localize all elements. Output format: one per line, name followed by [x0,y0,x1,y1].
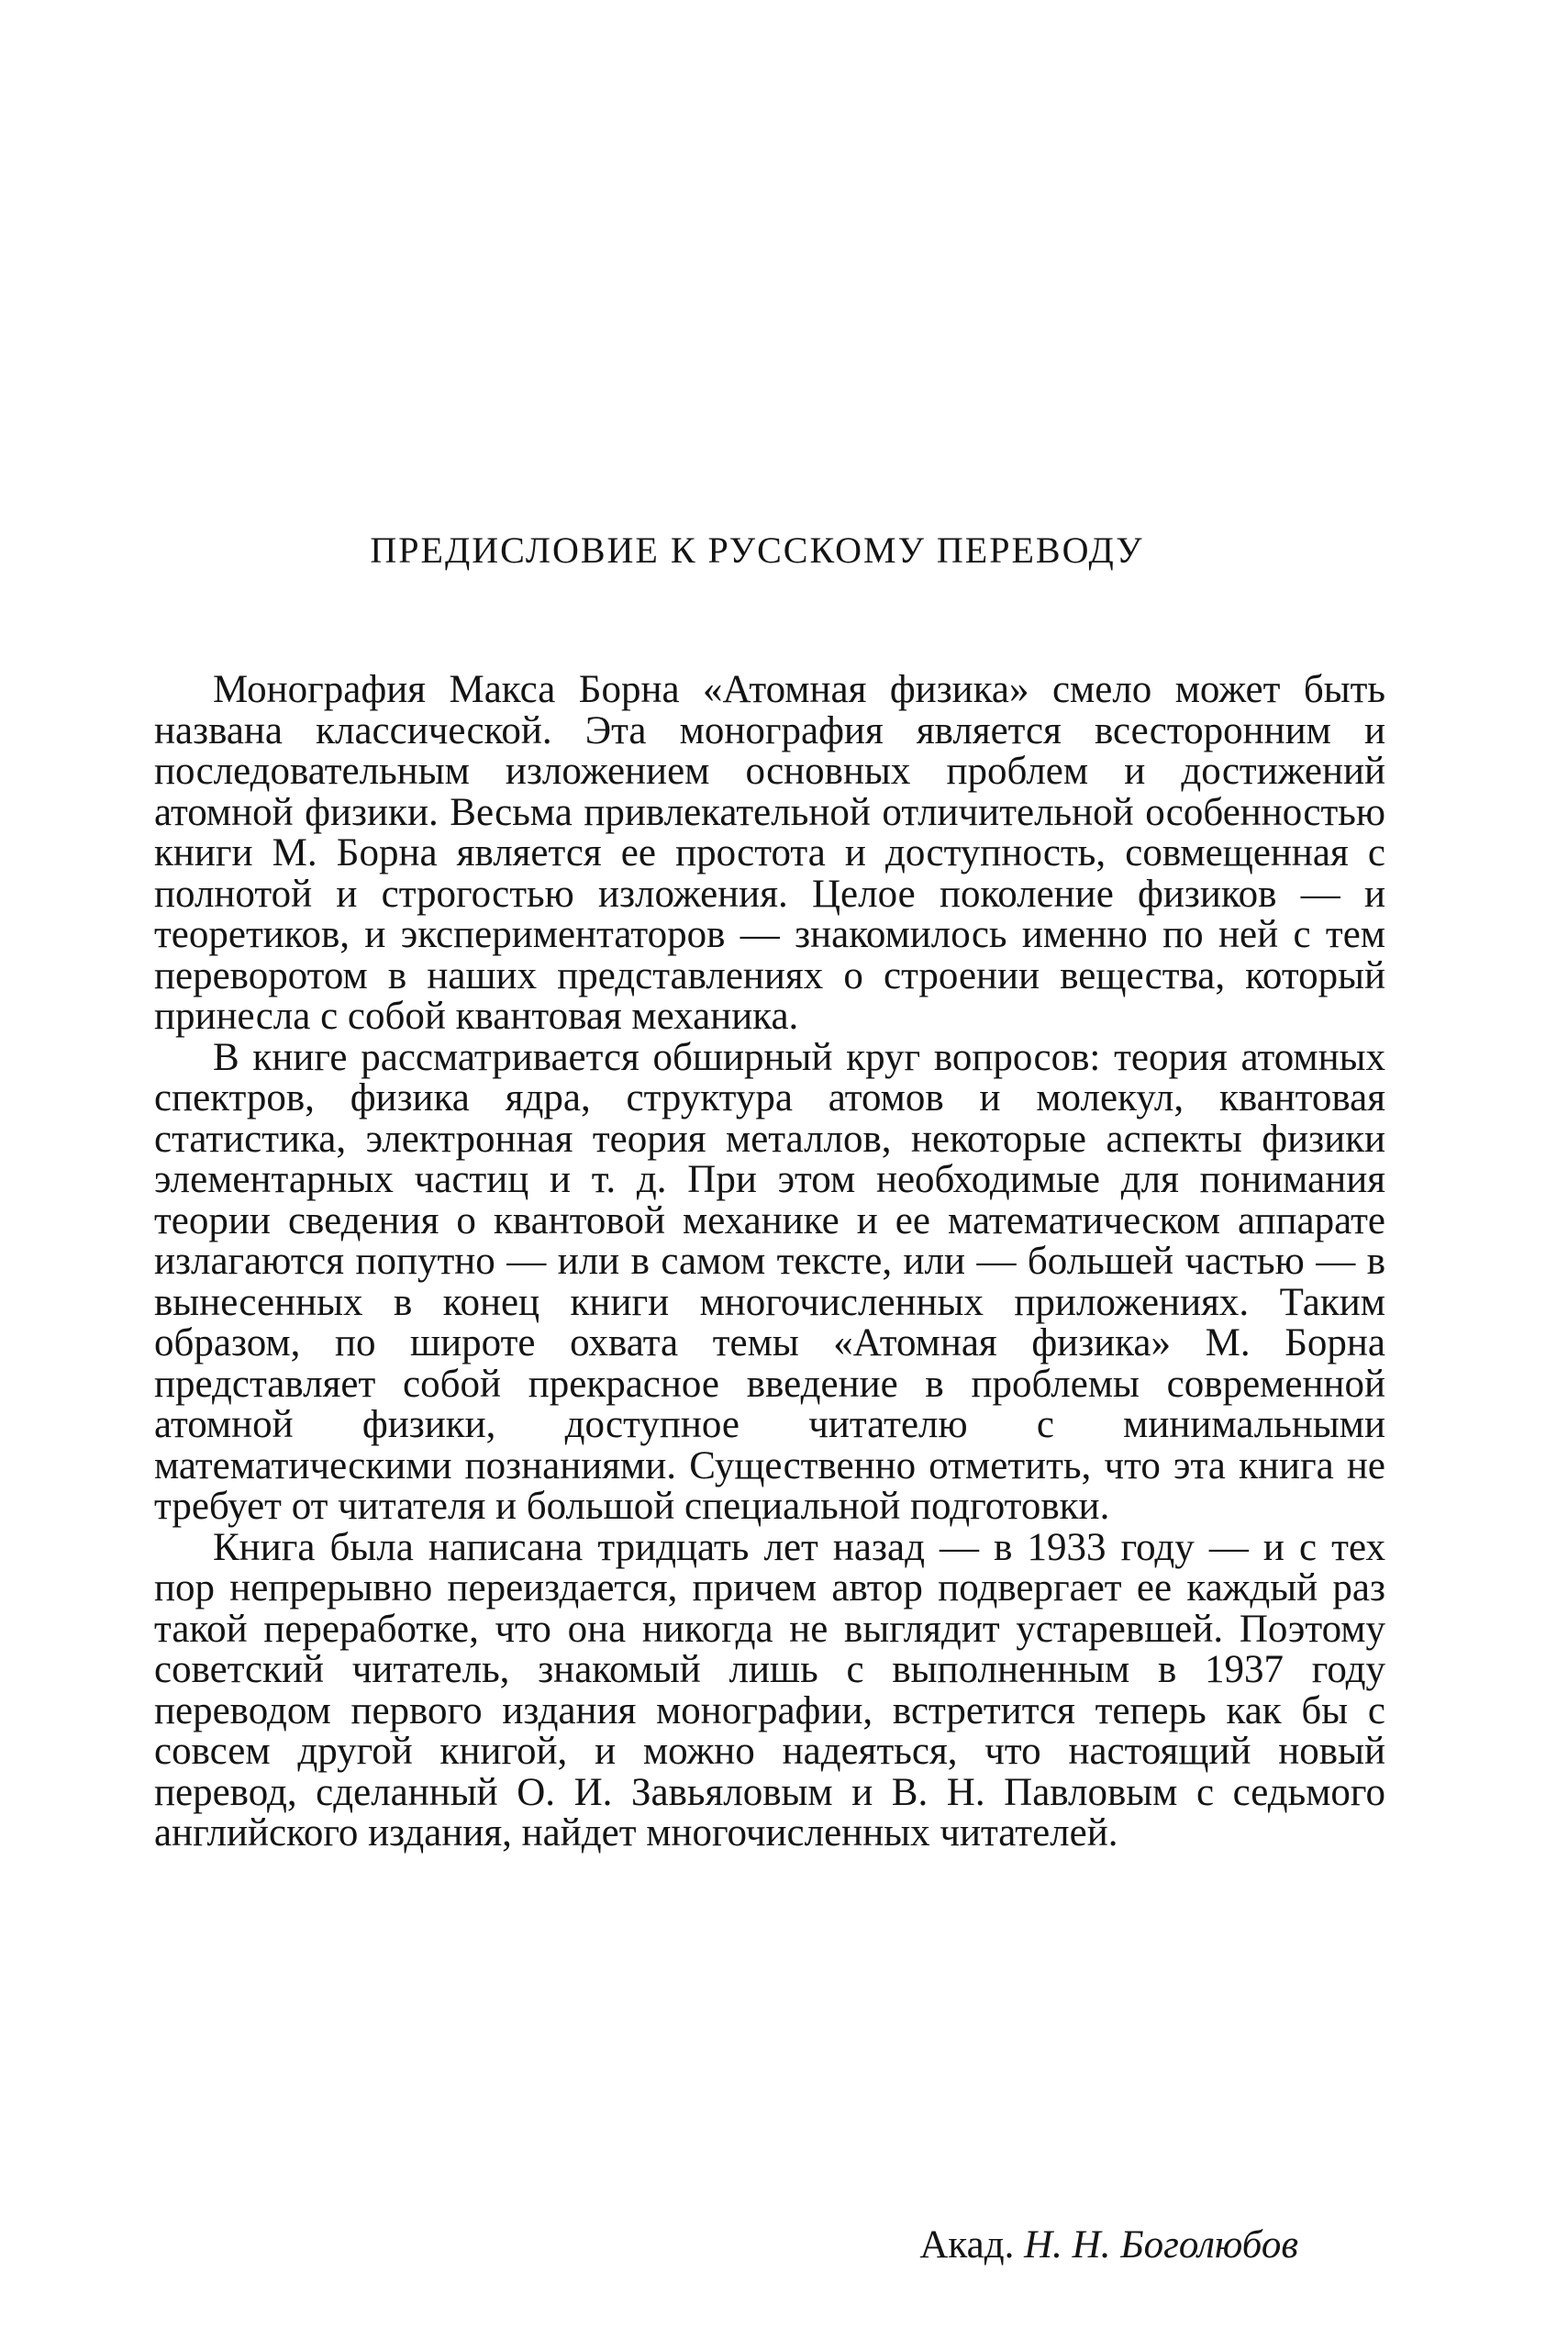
paragraph-2: В книге рассматривается обширный круг вопросов: теория атомных спектров, физика ядра, структура атомов и молекул, квантовая статистика, электронная теория металлов, некоторые аспекты физики элементарных частиц и т. д. При этом необходимые для понимания теории сведения о квантовой механике и ее математическом аппарате излагаются попутно — или в самом тексте, или — большей частью — в вынесенных в конец книги многочисленных приложениях. Таким образом, по широте охвата темы «Атомная физика» М. Борна представляет собой прекрасное введение в проблемы современной атомной физики, доступное читателю с минимальными математическими познаниями. Существенно отметить, что эта книга не требует от читателя и большой специальной подготовки. [154,1035,1385,1528]
signature-name: Н. Н. Боголюбов [1024,2223,1298,2267]
paragraph-1: Монография Макса Борна «Атомная физика» смело может быть названа классической. Эта монография является всесторонним и последовательным изложением основных проблем и достижений атомной физики. Весьма привлекательной отличительной особенностью книги М. Борна является ее простота и доступность, совмещенная с полнотой и строгостью изложения. Целое поколение физиков — и теоретиков, и экспериментаторов — знакомилось именно по ней с тем переворотом в наших представлениях о строении вещества, который принесла с собой квантовая механика. [154,668,1385,1038]
page-title: ПРЕДИСЛОВИЕ К РУССКОМУ ПЕРЕВОДУ [370,529,1144,571]
signature-title: Акад. [919,2223,1015,2267]
paragraph-3: Книга была написана тридцать лет назад — в 1933 году — и с тех пор непрерывно переиздается, причем автор подвергает ее каждый раз такой переработке, что она никогда не выглядит устаревшей. Поэтому советский читатель, знакомый лишь с выполненным в 1937 году переводом первого издания монографии, встретится теперь как бы с совсем другой книгой, и можно надеяться, что настоящий новый перевод, сделанный О. И. Завьяловым и В. Н. Павловым с седьмого английского издания, найдет многочисленных читателей. [154,1525,1385,1854]
signature [0,2222,1298,2268]
body-text [154,670,1385,1854]
